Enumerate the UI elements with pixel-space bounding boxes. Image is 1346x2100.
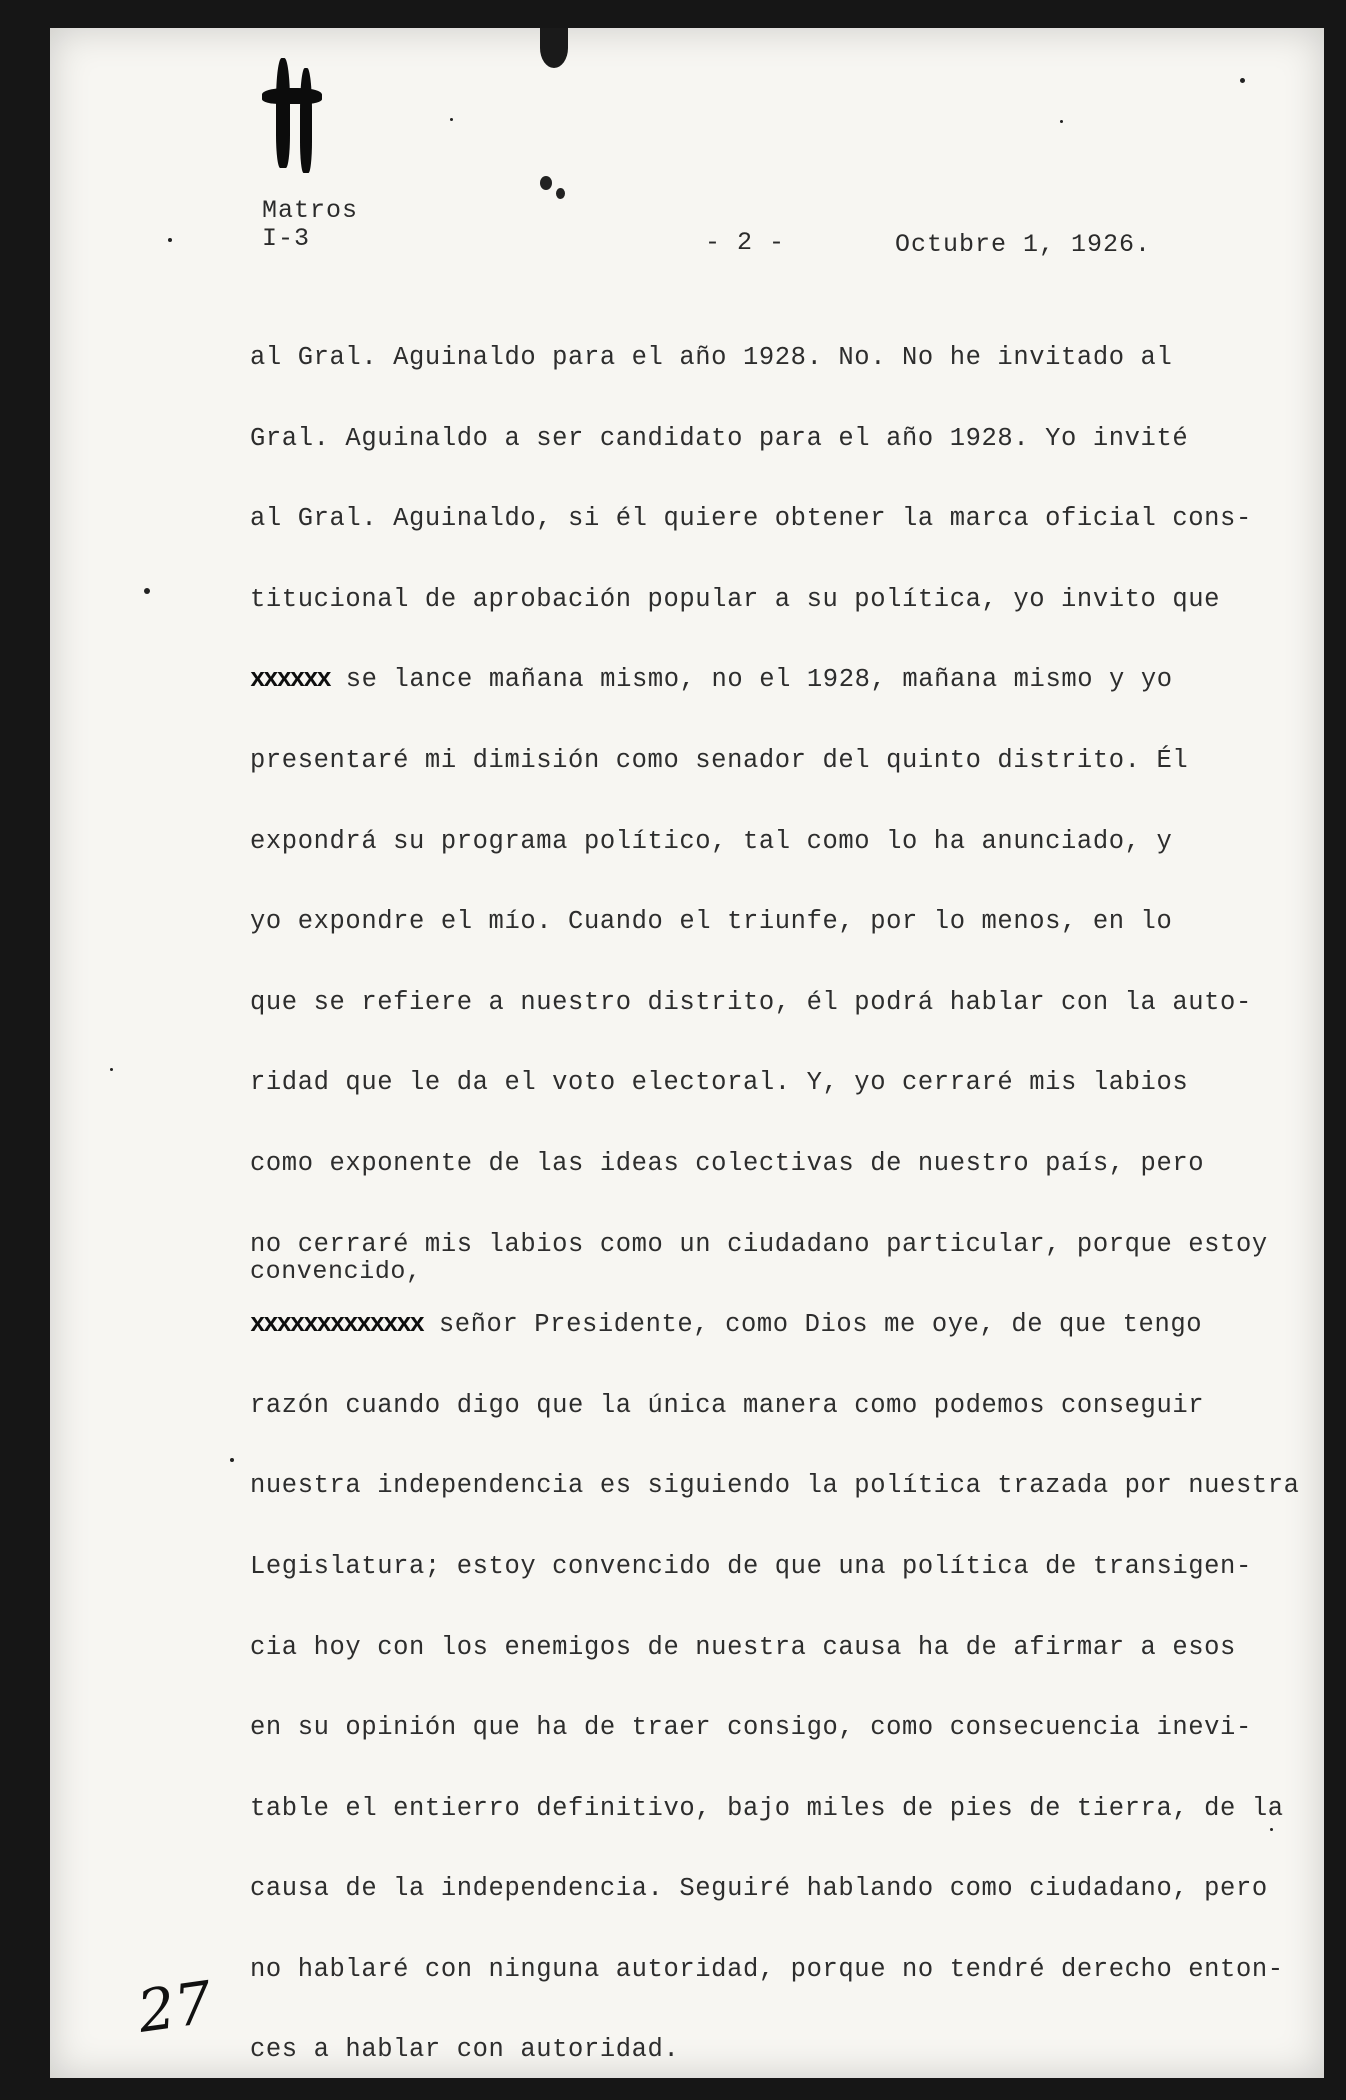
letter-body: [250, 318, 1310, 2078]
ink-speck: [1240, 78, 1245, 83]
body-line: nuestra independencia es siguiendo la política trazada por nuestra: [250, 1471, 1300, 1501]
body-line: expondrá su programa político, tal como lo ha anunciado, y: [250, 826, 1173, 856]
body-line-text: señor Presidente, como Dios me oye, de que tengo: [438, 1310, 1203, 1340]
header-reference: I-3: [262, 224, 311, 253]
body-line: presentaré mi dimisión como senador del quinto distrito. Él: [250, 745, 1189, 775]
handwritten-page-number: 27: [133, 1968, 217, 2046]
body-line: al Gral. Aguinaldo, si él quiere obtener la marca oficial cons-: [250, 504, 1252, 534]
body-line-text: se lance mañana mismo, no el 1928, mañana mismo y yo: [345, 665, 1173, 695]
body-line: causa de la independencia. Seguiré hablando como ciudadano, pero: [250, 1874, 1268, 1904]
struck-text: xxxxxxxxxxxxx: [250, 1310, 423, 1340]
punch-mark: [540, 28, 568, 68]
ink-blot: [540, 176, 552, 190]
inserted-text: convencido,: [250, 1257, 422, 1287]
ink-speck: [144, 588, 150, 594]
body-line: ces a hablar con autoridad.: [250, 2035, 680, 2065]
ink-speck: [230, 1458, 234, 1462]
header-author: Matros: [262, 196, 359, 225]
document-page: [50, 28, 1324, 2078]
struck-text: xxxxxx: [250, 665, 330, 695]
body-line: [250, 1257, 1310, 1366]
binder-clip-mark: [300, 68, 312, 173]
binder-clip-mark: [276, 58, 290, 168]
ink-speck: [110, 1068, 113, 1071]
body-line: ridad que le da el voto electoral. Y, yo cerraré mis labios: [250, 1068, 1189, 1098]
body-line: Legislatura; estoy convencido de que una política de transigen-: [250, 1551, 1252, 1581]
body-line: como exponente de las ideas colectivas de nuestro país, pero: [250, 1148, 1205, 1178]
ink-speck: [1060, 120, 1063, 123]
ink-blot: [556, 188, 565, 199]
body-line: titucional de aprobación popular a su política, yo invito que: [250, 584, 1221, 614]
body-line: no hablaré con ninguna autoridad, porque no tendré derecho enton-: [250, 1954, 1284, 1984]
body-line: table el entierro definitivo, bajo miles de pies de tierra, de la: [250, 1793, 1284, 1823]
ink-speck: [168, 238, 172, 242]
header-page-label: - 2 -: [705, 228, 786, 257]
body-line: cia hoy con los enemigos de nuestra causa ha de afirmar a esos: [250, 1632, 1236, 1662]
body-line: que se refiere a nuestro distrito, él podrá hablar con la auto-: [250, 987, 1252, 1017]
body-line: en su opinión que ha de traer consigo, como consecuencia inevi-: [250, 1713, 1252, 1743]
correction-group: [250, 1257, 423, 1366]
body-line: al Gral. Aguinaldo para el año 1928. No. No he invitado al: [250, 343, 1173, 372]
ink-speck: [450, 118, 453, 121]
body-line: Gral. Aguinaldo a ser candidato para el año 1928. Yo invité: [250, 423, 1189, 453]
header-date: Octubre 1, 1926.: [895, 230, 1152, 259]
body-line: [250, 640, 1310, 721]
body-line: razón cuando digo que la única manera como podemos conseguir: [250, 1390, 1205, 1420]
body-line: no cerraré mis labios como un ciudadano particular, porque estoy: [250, 1229, 1268, 1259]
body-line: yo expondre el mío. Cuando el triunfe, por lo menos, en lo: [250, 907, 1173, 937]
binder-clip-mark: [262, 88, 322, 104]
